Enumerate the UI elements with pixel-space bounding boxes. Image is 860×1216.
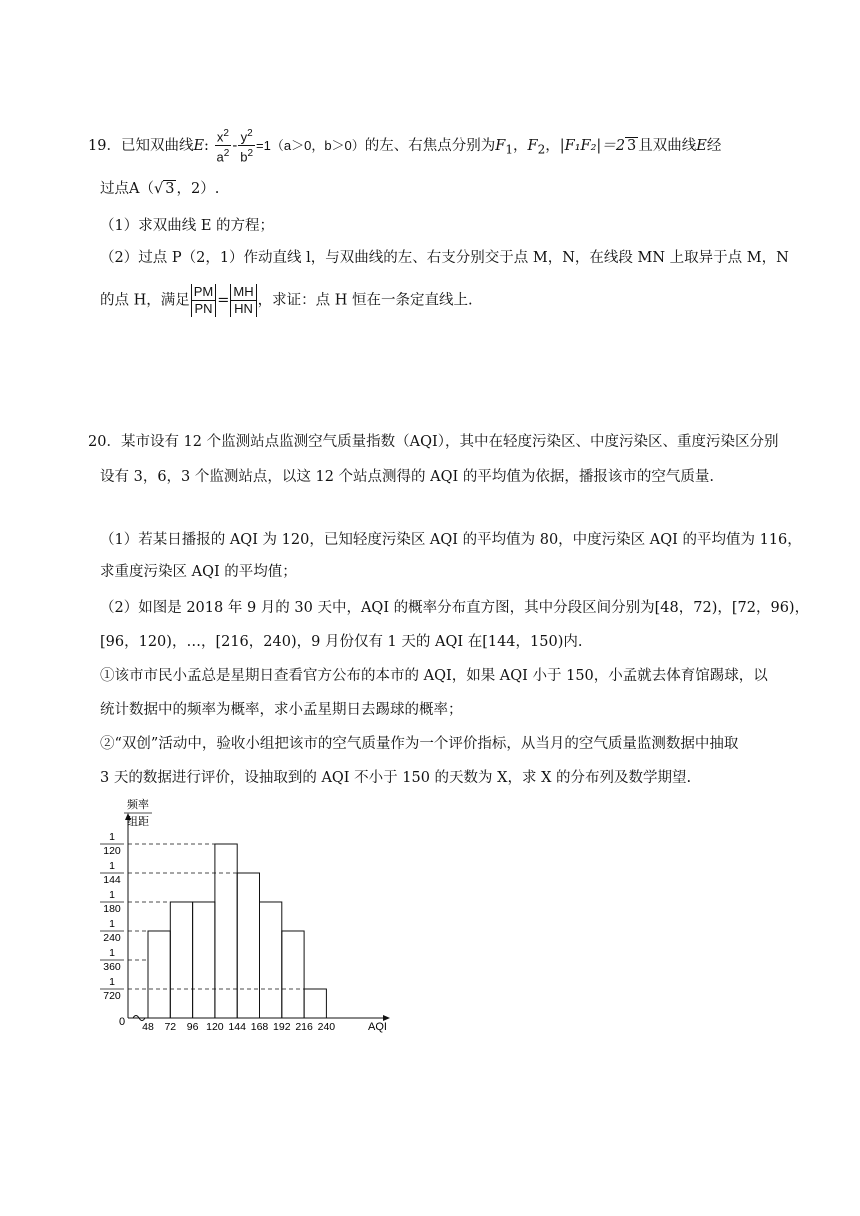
dashed-guides: [128, 844, 304, 989]
bar-3: [215, 844, 237, 1018]
equation-rhs: =1（a＞0，b＞0）: [256, 137, 365, 153]
q20-line-4: 求重度污染区 AQI 的平均值；: [100, 564, 297, 580]
q19-text: ，2）.: [176, 181, 220, 197]
q19-text: 经: [706, 137, 722, 154]
var-x: x: [216, 129, 224, 145]
y-tick-den-720: 720: [103, 989, 121, 1002]
q20-line-8: 统计数据中的频率为概率，求小孟星期日去踢球的概率；: [100, 702, 463, 718]
curve-name: E: [193, 137, 205, 154]
q19-text: 的点 H，满足: [100, 292, 190, 309]
y-tick-labels: [100, 831, 124, 1002]
focal-distance: |F₁F₂|＝2: [559, 137, 626, 154]
focus-f1: F: [495, 137, 506, 154]
q20-line-9: ②“双创”活动中，验收小组把该市的空气质量作为一个评价指标，从当月的空气质量监测数据中抽取: [100, 736, 739, 752]
bar-4: [237, 873, 259, 1018]
fraction-y2-b2: [238, 126, 255, 166]
x-tick-48: 48: [142, 1021, 154, 1033]
x-tick-144: 144: [228, 1021, 246, 1033]
q20-line-6: [96，120)，…，[216，240)，9 月份仅有 1 天的 AQI 在[144，150)内.: [100, 634, 583, 650]
x-tick-168: 168: [250, 1021, 269, 1033]
pn: PN: [191, 301, 217, 317]
var-a: a: [216, 149, 224, 165]
x-tick-120: 120: [206, 1021, 224, 1033]
fraction-mh-hn: [230, 284, 256, 317]
bar-7: [304, 989, 326, 1018]
origin-label: 0: [119, 1016, 126, 1028]
x-tick-240: 240: [317, 1021, 336, 1033]
q19-line-1: 19．已知双曲线E: $\frac{x^2}{a^2}$ - $\frac{y^2}{b^2}$ =1（a＞0，b＞0）的左、右焦点分别为$F_1$，$F_2$，|F₁F₂|＝2 3 且双曲线E经: [88, 128, 722, 165]
y-tick-den-240: 240: [103, 931, 121, 944]
sub: 1: [505, 142, 514, 157]
q19-part-2-line-2: 的点 H，满足 $\frac{PM}{PN}$ = $\frac{MH}{HN}$ ，求证：点 H 恒在一条定直线上.: [100, 284, 473, 316]
x-tick-96: 96: [186, 1021, 199, 1033]
sqrt-3: 3: [627, 137, 637, 154]
y-tick-den-120: 120: [103, 845, 121, 857]
y-axis-label-bottom: 组距: [127, 816, 149, 828]
var-b: b: [240, 149, 248, 165]
q20-line-7: ①该市市民小孟总是星期日查看官方公布的本市的 AQI，如果 AQI 小于 150，小孟就去体育馆踢球，以: [100, 668, 768, 684]
x-tick-72: 72: [164, 1021, 177, 1033]
q19-text: 过点A（: [100, 181, 154, 197]
curve-name: E: [696, 137, 707, 154]
q19-text: 且双曲线: [638, 137, 697, 154]
exp: 2: [247, 128, 253, 139]
sub: 2: [537, 142, 546, 157]
q19-text: 的左、右焦点分别为: [364, 137, 496, 154]
y-tick-num-180: 1: [109, 888, 115, 901]
x-tick-labels: [142, 1021, 335, 1033]
exp: 2: [247, 148, 254, 160]
var-y: y: [240, 129, 248, 145]
q19-part-1: （1）求双曲线 E 的方程；: [100, 218, 275, 234]
fraction-pm-pn: [191, 284, 217, 317]
q20-line-10: 3 天的数据进行评价，设抽取到的 AQI 不小于 150 的天数为 X，求 X 的分布列及数学期望.: [100, 770, 692, 786]
y-tick-num-240: 1: [109, 917, 115, 930]
q20-line-3: （1）若某日播报的 AQI 为 120，已知轻度污染区 AQI 的平均值为 80，中度污染区 AQI 的平均值为 116，: [100, 532, 802, 548]
x-axis-label: AQI: [368, 1021, 387, 1033]
q20-line-1: 20．某市设有 12 个监测站点监测空气质量指数（AQI），其中在轻度污染区、中度污染区、重度污染区分别: [88, 434, 779, 450]
bars: [148, 844, 326, 1018]
pm: PM: [191, 284, 217, 301]
y-axis-label-top: 频率: [127, 799, 149, 811]
y-tick-num-720: 1: [109, 975, 115, 988]
bar-0: [148, 931, 170, 1018]
x-tick-216: 216: [295, 1021, 313, 1033]
bar-6: [282, 931, 304, 1018]
focus-f2: F: [527, 137, 538, 154]
q19-text: 已知双曲线: [120, 137, 194, 154]
q19-text: ，求证：点 H 恒在一条定直线上.: [257, 292, 473, 309]
y-tick-den-180: 180: [103, 902, 121, 915]
q19-part-2-line-1: （2）过点 P（2，1）作动直线 l，与双曲线的左、右支分别交于点 M，N，在线段 MN 上取异于点 M，N: [100, 250, 789, 266]
aqi-histogram: [98, 796, 398, 1036]
q19-number: 19．: [88, 137, 121, 154]
y-tick-num-120: 1: [109, 831, 115, 843]
exp: 2: [223, 148, 230, 160]
fraction-x2-a2: [215, 126, 232, 166]
y-tick-den-360: 360: [103, 960, 121, 973]
q20-line-5: （2）如图是 2018 年 9 月的 30 天中，AQI 的概率分布直方图，其中分段区间分别为[48，72)，[72，96)，: [100, 600, 810, 616]
q19-line-2: 过点A（√ 3 ，2）.: [100, 181, 220, 197]
bar-1: [170, 902, 192, 1018]
y-tick-den-144: 144: [103, 874, 121, 887]
hn: HN: [230, 301, 256, 317]
x-tick-192: 192: [273, 1021, 291, 1033]
y-tick-num-144: 1: [109, 860, 115, 873]
mh: MH: [230, 284, 256, 301]
bar-5: [260, 902, 282, 1018]
q20-line-2: 设有 3，6，3 个监测站点，以这 12 个站点测得的 AQI 的平均值为依据，播报该市的空气质量.: [100, 469, 714, 485]
y-tick-num-360: 1: [109, 946, 115, 959]
exp: 2: [223, 128, 229, 139]
sqrt-3: 3: [165, 181, 175, 197]
bar-2: [193, 902, 215, 1018]
